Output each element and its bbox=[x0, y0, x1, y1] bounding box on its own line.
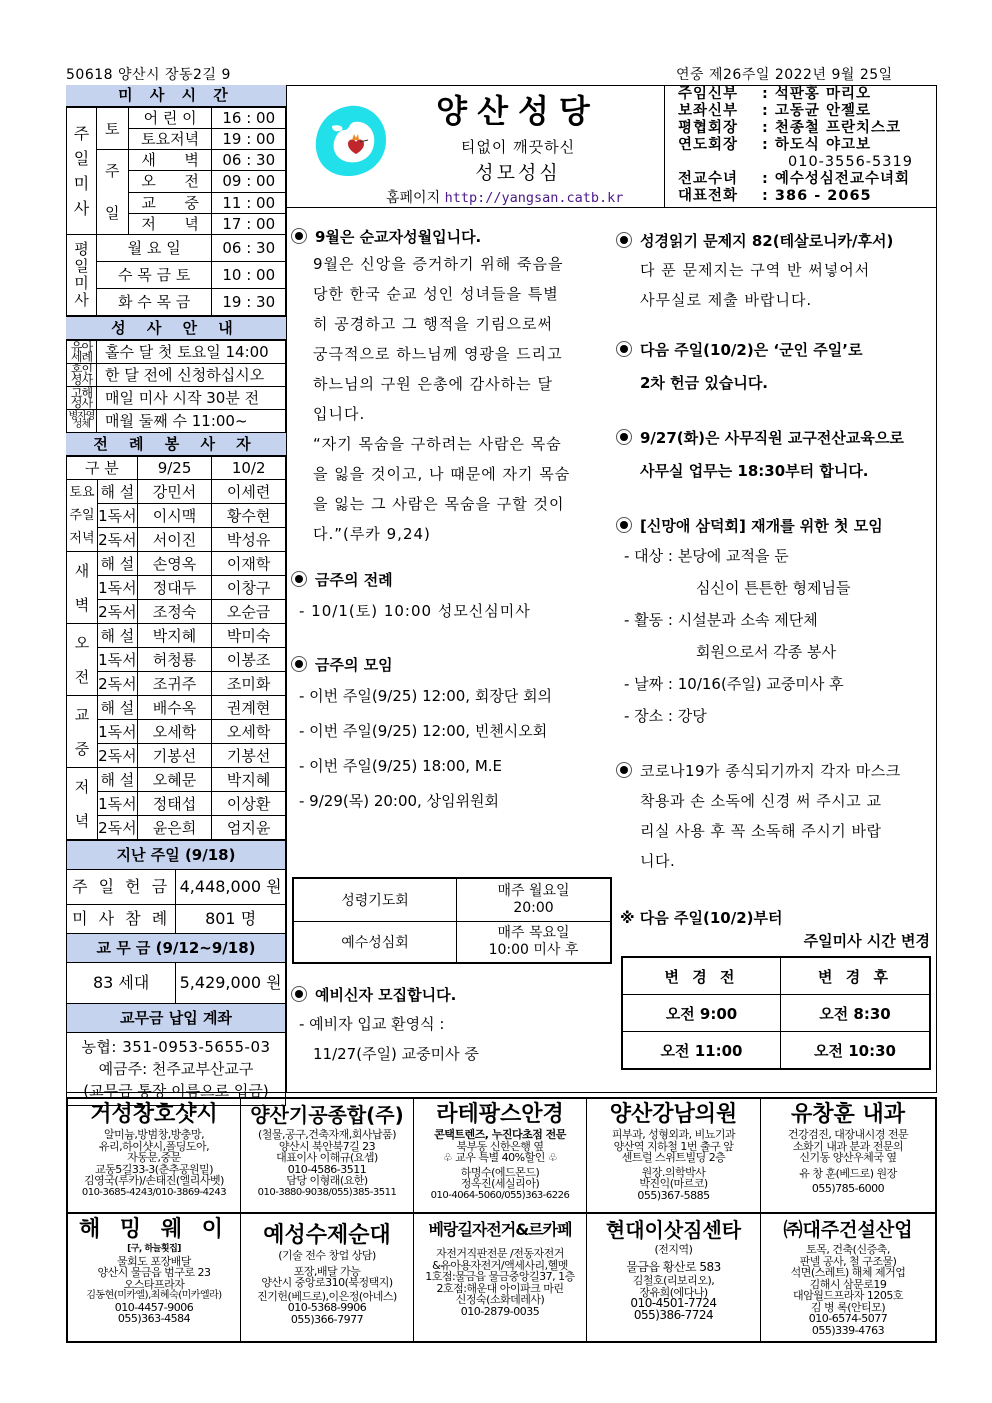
role: 해 설 bbox=[97, 552, 137, 576]
middle-column bbox=[291, 226, 611, 819]
group-label: 새벽 bbox=[67, 552, 98, 624]
mass-name: 월 요 일 bbox=[96, 235, 212, 262]
server-name: 오혜문 bbox=[137, 768, 212, 792]
homepage-label: 홈페이지 bbox=[386, 190, 441, 206]
mass-name: 수 목 금 토 bbox=[96, 262, 212, 289]
meeting-details bbox=[616, 540, 936, 732]
server-name: 황수현 bbox=[212, 504, 286, 528]
list-item: - 9/29(목) 20:00, 상임위원회 bbox=[299, 792, 500, 810]
mass-time: 17 : 00 bbox=[212, 213, 286, 234]
server-name: 이창구 bbox=[212, 576, 286, 600]
mass-name: 교 중 bbox=[128, 192, 212, 213]
role: 1독서 bbox=[97, 648, 137, 672]
mass-name: 오 전 bbox=[128, 171, 212, 192]
sacrament-label: 병자영성체 bbox=[67, 410, 97, 433]
weekday-mass-label: 평일미사 bbox=[67, 235, 97, 316]
attendance-label: 미 사 참 례 bbox=[67, 905, 176, 934]
section-title: 다음 주일(10/2)은 ‘군인 주일’로 bbox=[616, 339, 936, 360]
header-divider bbox=[286, 207, 937, 208]
text-line: 다 푼 문제지는 구역 반 써넣어서 bbox=[640, 261, 871, 279]
radio-bullet-icon bbox=[291, 986, 307, 1002]
server-name: 박지혜 bbox=[137, 624, 212, 648]
list-item: - 이번 주일(9/25) 12:00, 회장단 회의 bbox=[299, 687, 553, 705]
server-name: 강민서 bbox=[137, 480, 212, 504]
server-name: 오순금 bbox=[212, 600, 286, 624]
schedule-change-notice: ※ 다음 주일(10/2)부터 bbox=[620, 909, 783, 927]
server-name: 기봉선 bbox=[137, 744, 212, 768]
radio-bullet-icon bbox=[616, 341, 632, 357]
server-name: 조귀주 bbox=[137, 672, 212, 696]
info-row: 전교수녀 : 예수성심전교수녀회 bbox=[678, 171, 910, 187]
radio-bullet-icon bbox=[616, 517, 632, 533]
mass-time: 10 : 00 bbox=[212, 262, 286, 289]
server-name: 이봉조 bbox=[212, 648, 286, 672]
mass-time: 06 : 30 bbox=[212, 150, 286, 171]
sun-label: 주일 bbox=[96, 150, 128, 235]
radio-bullet-icon bbox=[291, 571, 307, 587]
account-title: 교무금 납입 계좌 bbox=[67, 1004, 286, 1033]
attendance-value: 801 명 bbox=[176, 905, 286, 934]
info-divider bbox=[664, 85, 665, 207]
list-item: - 날짜 : 10/16(주일) 교중미사 후 bbox=[624, 675, 844, 693]
server-name: 정대두 bbox=[137, 576, 212, 600]
section-title: 금주의 모임 bbox=[291, 654, 611, 675]
ad-yangsan-tools: 양산기공종합(주) (철물,공구,건축자재,회사납품) 양산시 북안북7길 23 대표이사 이해규(요셉) 010-4586-3511 담당 이형래(요한) 010-3880-9038/055)385-3511 bbox=[250, 1103, 404, 1198]
time-before: 오전 11:00 bbox=[622, 1032, 781, 1070]
subtitle-1: 티없이 깨끗하신 bbox=[460, 138, 576, 156]
info-row: 대표전화 : 386 - 2065 bbox=[678, 188, 872, 204]
list-item: - 활동 : 시설분과 소속 제단체 bbox=[624, 611, 818, 629]
role: 해 설 bbox=[97, 696, 137, 720]
sacrament-label: 혼인성사 bbox=[67, 364, 97, 387]
col-header: 10/2 bbox=[212, 457, 286, 480]
server-name: 정태섭 bbox=[137, 792, 212, 816]
church-logo bbox=[310, 100, 390, 180]
address: 50618 양산시 장동2길 9 bbox=[66, 67, 231, 83]
last-week-title: 지난 주일 (9/18) bbox=[67, 841, 286, 870]
list-item: - 대상 : 본당에 교적을 둔 bbox=[624, 547, 789, 565]
meetings-list bbox=[291, 679, 611, 819]
finance-table bbox=[66, 840, 286, 1106]
right-column bbox=[616, 230, 936, 876]
heart-logo-icon bbox=[310, 100, 390, 180]
list-item: 심신이 튼튼한 형제님들 bbox=[696, 579, 851, 597]
info-row: 연도회장 : 하도식 야고보 bbox=[678, 137, 871, 153]
role: 2독서 bbox=[97, 744, 137, 768]
martyrs-month-text: 9월은 신앙을 증거하기 위해 죽음을 당한 한국 순교 성인 성녀들을 특별 히 공경하고 그 행적을 기림으로써 궁극적으로 하느님께 영광을 드리고 하느님의 구원 은총에 감사하는 달 입니다. “자기 목숨을 구하려는 사람은 목숨 을 잃을 것이고, 나 때문에 자기 목숨 을 잃는 그 사람은 목숨을 구할 것이 다.”(루카 9,24) bbox=[313, 255, 571, 543]
group-time: 매주 월요일 20:00 bbox=[457, 878, 612, 922]
dues-value: 5,429,000 원 bbox=[176, 963, 286, 1004]
homepage bbox=[386, 187, 623, 207]
section-title: 9월은 순교자성월입니다. bbox=[291, 226, 611, 247]
group-label: 교중 bbox=[67, 696, 98, 768]
group-name: 예수성심회 bbox=[293, 922, 457, 964]
sacrament-text: 매일 미사 시작 30분 전 bbox=[96, 387, 285, 410]
text-line: 착용과 손 소독에 신경 써 주시고 교 bbox=[640, 792, 882, 810]
role: 1독서 bbox=[97, 504, 137, 528]
ad-gangnam-clinic: 양산강남의원 피부과, 성형외과, 비뇨기과 양산역 지하철 1번 출구 앞 센트럴 스위트빌딩 2층 원장.의학박사 박진익(마르코) 055)367-5885 bbox=[609, 1102, 738, 1202]
ad-bicycle-cafe: 베랑길자전거&르카페 자전거직판전문 /전동자전거 &유아용자전거/액세사리,헬멧 1호점:물금읍 물금중앙길37, 1층 2호점:해운대 아이파크 마린 신정숙(소화데레사) 010-2879-0035 bbox=[425, 1220, 575, 1318]
list-item: - 장소 : 강당 bbox=[624, 707, 707, 725]
server-name: 손영옥 bbox=[137, 552, 212, 576]
role: 2독서 bbox=[97, 528, 137, 552]
dues-households: 83 세대 bbox=[67, 963, 176, 1004]
list-item: 11/27(주일) 교중미사 중 bbox=[313, 1045, 479, 1063]
server-name: 권계현 bbox=[212, 696, 286, 720]
text-line: 2차 헌금 있습니다. bbox=[640, 374, 769, 392]
mass-time-change-table bbox=[621, 956, 931, 1070]
server-name: 기봉선 bbox=[212, 744, 286, 768]
subtitle-2: 성모성심 bbox=[475, 162, 561, 184]
list-item: - 이번 주일(9/25) 12:00, 빈첸시오회 bbox=[299, 722, 548, 740]
servers-title: 전 례 봉 사 자 bbox=[66, 433, 286, 456]
mass-name: 어 린 이 bbox=[128, 108, 212, 129]
sunday-mass-label: 주일미사 bbox=[67, 108, 97, 235]
server-name: 이상환 bbox=[212, 792, 286, 816]
server-name: 박성유 bbox=[212, 528, 286, 552]
server-name: 엄지윤 bbox=[212, 816, 286, 840]
text-line: 사무실 업무는 18:30부터 합니다. bbox=[640, 462, 869, 480]
ad-hemingway: 해 밍 웨 이 [구, 하늘횟집] 물회도 포장배달 양산시 물금읍 범구로 23 오스타프라자 김동현(미카엘),최혜숙(미카엘라) 010-4457-9006 055)363-4584 bbox=[79, 1217, 229, 1325]
ad-geosung-window: 거성창호샷시 알미늄,방범창,방충망, 유리,하이샷시,폴딩도아, 자동문,중문 교동5길33-3(춘추공원밑) 김영국(루카)/손태진(엘리사벳) 010-3685-4243/010-3869-4243 bbox=[81, 1102, 227, 1198]
list-item: - 예비자 입교 환영식 : bbox=[299, 1015, 445, 1033]
group-label: 토요주일저녁 bbox=[67, 480, 98, 552]
ad-internal-medicine: 유창훈 내과 건강검진, 대장내시경 전문 소화기 내과 분과 전문의 신기동 양산우체국 옆 유 창 훈(베드로) 원장 055)785-6000 bbox=[787, 1102, 909, 1195]
mass-time: 19 : 30 bbox=[212, 289, 286, 316]
sat-label: 토 bbox=[96, 108, 128, 150]
church-name: 양산성당 bbox=[436, 92, 600, 130]
col-header: 9/25 bbox=[137, 457, 212, 480]
section-title: 9/27(화)은 사무직원 교구전산교육으로 bbox=[616, 427, 936, 448]
mass-time: 06 : 30 bbox=[212, 235, 286, 262]
server-name: 조미화 bbox=[212, 672, 286, 696]
server-name: 박미숙 bbox=[212, 624, 286, 648]
sacrament-text: 한 달 전에 신청하십시오 bbox=[96, 364, 285, 387]
radio-bullet-icon bbox=[616, 232, 632, 248]
col-header: 변 경 전 bbox=[622, 957, 781, 995]
schedule-change-notice-2: 주일미사 시간 변경 bbox=[803, 932, 930, 950]
server-name: 이재학 bbox=[212, 552, 286, 576]
server-name: 오세학 bbox=[212, 720, 286, 744]
server-name: 윤은희 bbox=[137, 816, 212, 840]
role: 1독서 bbox=[97, 720, 137, 744]
dues-title: 교 무 금 (9/12~9/18) bbox=[67, 934, 286, 963]
role: 2독서 bbox=[97, 672, 137, 696]
sacrament-label: 유아세례 bbox=[67, 341, 97, 364]
account-note: (교무금 통장 이름으로 입금) bbox=[83, 1082, 269, 1100]
server-name: 서이진 bbox=[137, 528, 212, 552]
radio-bullet-icon bbox=[291, 228, 307, 244]
server-name: 이시맥 bbox=[137, 504, 212, 528]
time-before: 오전 9:00 bbox=[622, 995, 781, 1032]
info-row: 평협회장 : 천종철 프란치스코 bbox=[678, 120, 902, 136]
mass-time: 11 : 00 bbox=[212, 192, 286, 213]
staff-info bbox=[678, 86, 936, 205]
mass-name: 새 벽 bbox=[128, 150, 212, 171]
mass-time: 19 : 00 bbox=[212, 129, 286, 150]
info-row: 주임신부 : 석판홍 마리오 bbox=[678, 86, 871, 102]
sacraments-table bbox=[66, 340, 286, 433]
column-divider bbox=[286, 85, 287, 1093]
radio-bullet-icon bbox=[291, 656, 307, 672]
text-line: 코로나19가 종식되기까지 각자 마스크 bbox=[616, 756, 936, 786]
radio-bullet-icon bbox=[616, 429, 632, 445]
text-line: 리실 사용 후 꼭 소독해 주시기 바랍 bbox=[640, 822, 882, 840]
mass-name: 저 녁 bbox=[128, 213, 212, 234]
list-item: - 이번 주일(9/25) 18:00, M.E bbox=[299, 757, 503, 775]
ad-construction: ㈜대주건설산업 토목, 건축(신증축, 판넬 공사, 철 구조물) 석면(스레트) 해체 제거업 김해시 삼문로19 대암월드프라자 1205호 김 병 록(안티모) 010-6574-5077 055)339-4763 bbox=[783, 1219, 913, 1337]
catechumen-section bbox=[291, 984, 611, 1069]
col-header: 구 분 bbox=[67, 457, 138, 480]
role: 1독서 bbox=[97, 792, 137, 816]
server-name: 허청룡 bbox=[137, 648, 212, 672]
covid-notice bbox=[616, 756, 936, 876]
server-name: 오세학 bbox=[137, 720, 212, 744]
time-after: 오전 8:30 bbox=[781, 995, 931, 1032]
list-item: 회원으로서 각종 봉사 bbox=[696, 643, 836, 661]
mass-time: 16 : 00 bbox=[212, 108, 286, 129]
sacrament-text: 매월 둘째 수 11:00~ bbox=[96, 410, 285, 433]
text-line: 니다. bbox=[640, 852, 676, 870]
server-name: 조정숙 bbox=[137, 600, 212, 624]
group-schedule-table bbox=[292, 877, 612, 964]
collection-label: 주 일 헌 금 bbox=[67, 870, 176, 905]
mass-time: 09 : 00 bbox=[212, 171, 286, 192]
account-number: 농협: 351-0953-5655-03 bbox=[81, 1038, 271, 1056]
sacrament-label: 고해성사 bbox=[67, 387, 97, 410]
group-label: 저녁 bbox=[67, 768, 98, 840]
info-phone: 010-3556-5319 bbox=[788, 154, 913, 170]
server-name: 배수옥 bbox=[137, 696, 212, 720]
radio-bullet-icon bbox=[616, 762, 632, 778]
section-title: [신망애 삼덕회] 재개를 위한 첫 모임 bbox=[616, 515, 936, 536]
mass-name: 화 수 목 금 bbox=[96, 289, 212, 316]
text-line: 사무실로 제출 바랍니다. bbox=[640, 291, 813, 309]
time-after: 오전 10:30 bbox=[781, 1032, 931, 1070]
section-title: 성경읽기 문제지 82(테살로니카/후서) bbox=[616, 230, 936, 251]
left-column bbox=[66, 85, 286, 1106]
mass-times-table bbox=[66, 107, 286, 316]
server-name: 박지혜 bbox=[212, 768, 286, 792]
role: 해 설 bbox=[97, 624, 137, 648]
account-info bbox=[67, 1033, 286, 1106]
ad-optical: 라테팡스안경 콘택트렌즈, 누진다초점 전문 북부동 신한은행 옆 ♧ 교우 특별 40%할인 ♧ 하명수(에드몬드) 정옥진(세실리아) 010-4064-5060/055)363-6226 bbox=[430, 1102, 570, 1201]
role: 해 설 bbox=[97, 768, 137, 792]
servers-table bbox=[66, 456, 286, 840]
homepage-link[interactable]: http://yangsan.catb.kr bbox=[444, 190, 624, 206]
group-name: 성령기도회 bbox=[293, 878, 457, 922]
liturgy-line: - 10/1(토) 10:00 성모신심미사 bbox=[299, 602, 531, 620]
mass-times-title: 미 사 시 간 bbox=[66, 85, 286, 107]
role: 2독서 bbox=[97, 600, 137, 624]
group-label: 오전 bbox=[67, 624, 98, 696]
col-header: 변 경 후 bbox=[781, 957, 931, 995]
role: 해 설 bbox=[97, 480, 137, 504]
mass-name: 토요저녁 bbox=[128, 129, 212, 150]
sacrament-text: 홀수 달 첫 토요일 14:00 bbox=[96, 341, 285, 364]
role: 2독서 bbox=[97, 816, 137, 840]
section-title: 예비신자 모집합니다. bbox=[291, 984, 611, 1005]
role: 1독서 bbox=[97, 576, 137, 600]
section-title: 금주의 전례 bbox=[291, 569, 611, 590]
account-holder: 예금주: 천주교부산교구 bbox=[98, 1060, 254, 1078]
sacraments-title: 성 사 안 내 bbox=[66, 316, 286, 340]
ad-moving-center: 현대이삿짐센타 (전지역) 물금읍 황산로 583 김철호(리보리오), 장유희(에다나) 010-4501-7724 055)386-7724 bbox=[605, 1218, 742, 1322]
bulletin-date: 연중 제26주일 2022년 9월 25일 bbox=[676, 67, 893, 83]
ad-sundae: 예성수제순대 (기술 전수 창업 상담) 포장,배달 가능 양산시 중앙로310(북정택지) 진기헌(베드로),이은정(아네스) 010-5368-9906 055)366-7977 bbox=[257, 1223, 397, 1326]
collection-value: 4,448,000 원 bbox=[176, 870, 286, 905]
server-name: 이세련 bbox=[212, 480, 286, 504]
group-time: 매주 목요일 10:00 미사 후 bbox=[457, 922, 612, 964]
info-row: 보좌신부 : 고동균 안젤로 bbox=[678, 103, 871, 119]
